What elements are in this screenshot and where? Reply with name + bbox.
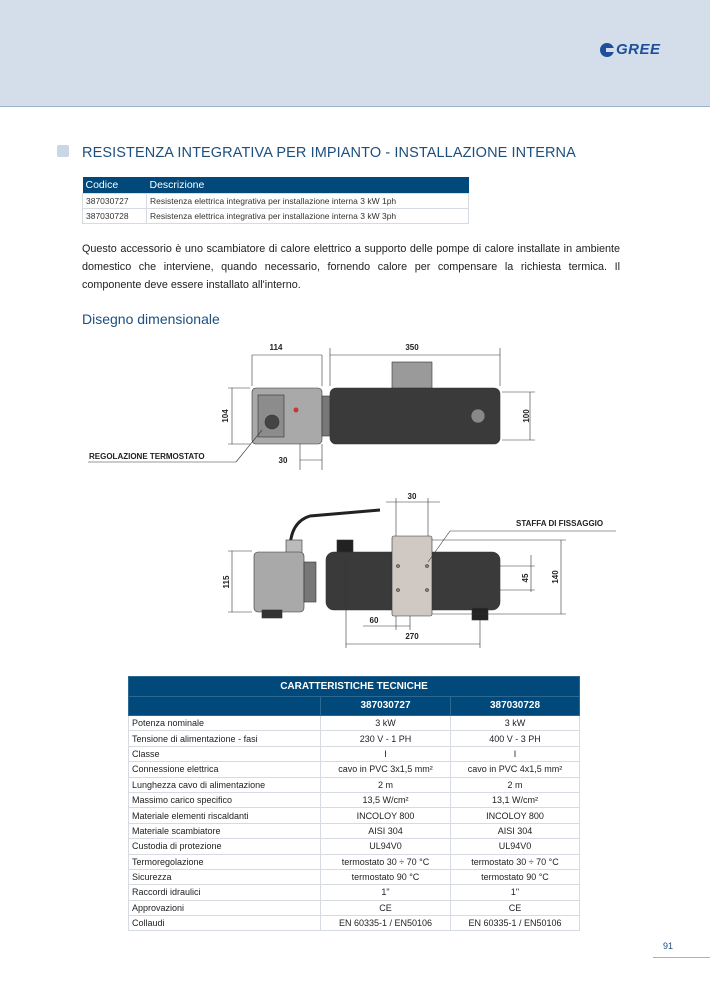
dim-45: 45 xyxy=(521,573,530,583)
spec-value: cavo in PVC 3x1,5 mm² xyxy=(321,762,451,777)
spec-value: EN 60335-1 / EN50106 xyxy=(321,916,451,931)
code-cell: 387030728 xyxy=(83,209,147,224)
spec-value: UL94V0 xyxy=(321,839,451,854)
spec-value: 13,5 W/cm² xyxy=(321,792,451,807)
page-number-rule xyxy=(653,957,710,958)
spec-row xyxy=(129,885,580,900)
spec-row xyxy=(129,716,580,731)
spec-label: Raccordi idraulici xyxy=(129,885,321,900)
spec-value: 3 kW xyxy=(321,716,451,731)
dim-60: 60 xyxy=(369,616,379,625)
spec-label: Massimo carico specifico xyxy=(129,792,321,807)
col-header-description: Descrizione xyxy=(147,177,469,194)
dim-114: 114 xyxy=(269,343,283,352)
spec-value: 230 V - 1 PH xyxy=(321,731,451,746)
spec-value: 1" xyxy=(321,885,451,900)
dim-115: 115 xyxy=(222,575,231,589)
spec-value: 13,1 W/cm² xyxy=(451,792,580,807)
spec-value: UL94V0 xyxy=(451,839,580,854)
spec-value: INCOLOY 800 xyxy=(451,808,580,823)
spec-label: Collaudi xyxy=(129,916,321,931)
spec-row xyxy=(129,808,580,823)
spec-label: Potenza nominale xyxy=(129,716,321,731)
dim-104: 104 xyxy=(221,409,230,423)
spec-value: CE xyxy=(451,900,580,915)
technical-specs-table xyxy=(128,676,580,931)
section-title: RESISTENZA INTEGRATIVA PER IMPIANTO - INSTALLAZIONE INTERNA xyxy=(82,145,576,161)
spec-value: 2 m xyxy=(451,777,580,792)
spec-row xyxy=(129,839,580,854)
dim-350: 350 xyxy=(405,343,419,352)
spec-value: 2 m xyxy=(321,777,451,792)
label-staffa-di-fissaggio: STAFFA DI FISSAGGIO xyxy=(516,519,604,528)
spec-label: Termoregolazione xyxy=(129,854,321,869)
spec-header-empty xyxy=(129,696,321,716)
spec-value: I xyxy=(321,746,451,761)
spec-label: Tensione di alimentazione - fasi xyxy=(129,731,321,746)
spec-value: termostato 30 ÷ 70 °C xyxy=(451,854,580,869)
spec-value: 1" xyxy=(451,885,580,900)
spec-value: INCOLOY 800 xyxy=(321,808,451,823)
spec-label: Connessione elettrica xyxy=(129,762,321,777)
drawing-heading: Disegno dimensionale xyxy=(82,311,220,327)
spec-value: CE xyxy=(321,900,451,915)
spec-row xyxy=(129,900,580,915)
spec-value: 3 kW xyxy=(451,716,580,731)
spec-label: Sicurezza xyxy=(129,869,321,884)
spec-row xyxy=(129,792,580,807)
spec-value: I xyxy=(451,746,580,761)
page-number: 91 xyxy=(663,941,674,951)
logo-text: GREE xyxy=(616,41,661,58)
spec-value: termostato 90 °C xyxy=(321,869,451,884)
description-cell: Resistenza elettrica integrativa per installazione interna 3 kW 3ph xyxy=(147,209,469,224)
spec-value: 400 V - 3 PH xyxy=(451,731,580,746)
spec-value: EN 60335-1 / EN50106 xyxy=(451,916,580,931)
spec-row xyxy=(129,869,580,884)
label-regolazione-termostato: REGOLAZIONE TERMOSTATO xyxy=(89,452,205,461)
dim-30-bracket: 30 xyxy=(407,492,417,501)
code-cell: 387030727 xyxy=(83,194,147,209)
spec-row xyxy=(129,762,580,777)
spec-row xyxy=(129,823,580,838)
spec-row xyxy=(129,731,580,746)
spec-row xyxy=(129,854,580,869)
spec-table-title: CARATTERISTICHE TECNICHE xyxy=(129,677,580,697)
spec-col-header: 387030727 xyxy=(321,696,451,716)
spec-label: Materiale scambiatore xyxy=(129,823,321,838)
dim-140: 140 xyxy=(551,570,560,584)
spec-row xyxy=(129,916,580,931)
spec-label: Approvazioni xyxy=(129,900,321,915)
description-paragraph: Questo accessorio è uno scambiatore di calore elettrico a supporto delle pompe di calore installate in ambiente domestico che interviene, quando necessario, fornendo calore per compensare la richiesta termica. Il componente deve essere installato all'interno. xyxy=(82,243,620,291)
spec-value: AISI 304 xyxy=(321,823,451,838)
dim-30: 30 xyxy=(278,456,288,465)
spec-value: cavo in PVC 4x1,5 mm² xyxy=(451,762,580,777)
spec-col-header: 387030728 xyxy=(451,696,580,716)
spec-value: AISI 304 xyxy=(451,823,580,838)
description-cell: Resistenza elettrica integrativa per installazione interna 3 kW 1ph xyxy=(147,194,469,209)
spec-value: termostato 30 ÷ 70 °C xyxy=(321,854,451,869)
dim-100: 100 xyxy=(522,409,531,423)
dim-270: 270 xyxy=(405,632,419,641)
spec-label: Materiale elementi riscaldanti xyxy=(129,808,321,823)
spec-value: termostato 90 °C xyxy=(451,869,580,884)
spec-row xyxy=(129,777,580,792)
spec-row xyxy=(129,746,580,761)
col-header-code: Codice xyxy=(83,177,147,194)
spec-label: Custodia di protezione xyxy=(129,839,321,854)
spec-label: Classe xyxy=(129,746,321,761)
spec-label: Lunghezza cavo di alimentazione xyxy=(129,777,321,792)
